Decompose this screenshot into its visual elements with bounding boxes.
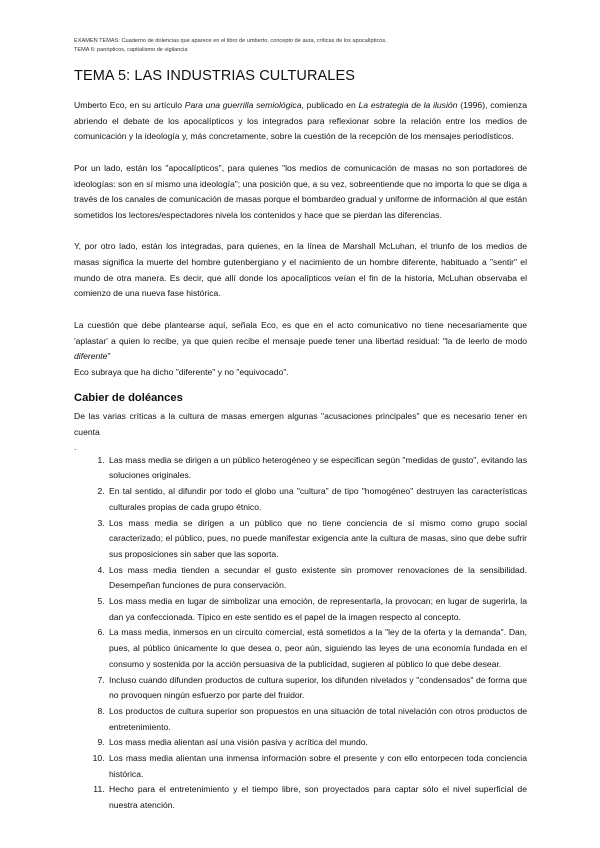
- book-title: La estrategia de la ilusión: [358, 100, 458, 110]
- list-item: 6. La mass media, inmersos en un circuito comercial, está sometidos a la "ley de la oferta y la demanda". Dan, pues, al público únicamente lo que desea o, peor aún, siguiendo las leyes de una economía fundada en el consumo y sostenida por la acción persuasiva de la publicidad, sugieren al público lo que debe desear.: [107, 625, 527, 672]
- text-run: ": [107, 351, 111, 362]
- text-run: , publicado en: [301, 100, 359, 110]
- intro-paragraph-3: Y, por otro lado, están los integradas, para quienes, en la línea de Marshall McLuhan, el triunfo de los medios de masas significa la muerte del hombre gutenbergiano y el nacimiento de un hombre diferente, habituado a "sentir" el mundo de otra manera. Es decir, que allí donde los apocalípticos veían el fin de la historia, McLuhan observaba el comienzo de una nueva fase histórica.: [74, 241, 527, 299]
- list-item: 11. Hecho para el entretenimiento y el tiempo libre, son proyectados para captar sólo el nivel superficial de nuestra atención.: [107, 782, 527, 813]
- header-line-2: TEMA 6: panópticos, capitalismo de vigilancia: [74, 47, 188, 53]
- document-body: [74, 98, 527, 814]
- list-item: 1. Las mass media se dirigen a un público heterogéneo y se especifican según "medidas de gusto", evitando las soluciones originales.: [107, 453, 527, 484]
- list-item: 5. Los mass media en lugar de simbolizar una emoción, de representarla, la provocan; en lugar de sugerirla, la dan ya confeccionada. Típico en este sentido es el papel de la imagen respecto al concepto.: [107, 594, 527, 625]
- list-item: 7. Incluso cuando difunden productos de cultura superior, los difunden nivelados y "condensados" de forma que no provoquen ningún esfuerzo por parte del fruidor.: [107, 673, 527, 704]
- text-run: (1996), comienza abriendo el debate de los apocalípticos y los integrados para reflexionar sobre la relación entre los medios de comunicación y la ideología y, más concretamente, sobre la cuestión de la recepción de los mensajes periodísticos.: [74, 100, 527, 142]
- list-item: 8. Los productos de cultura superior son propuestos en una situación de total nivelación con otros productos de entretenimiento.: [107, 704, 527, 735]
- list-item: 4. Los mass media tienden a secundar el gusto existente sin promover renovaciones de la sensibilidad. Desempeñan funciones de pura conservación.: [107, 563, 527, 594]
- intro-paragraph-1: [74, 98, 527, 145]
- list-item: 2. En tal sentido, al difundir por todo el globo una "cultura" de tipo "homogéneo" destruyen las características culturales propias de cada grupo étnico.: [107, 484, 527, 515]
- text-run: La cuestión que debe plantearse aquí, señala Eco, es que en el acto comunicativo no tiene necesariamente que 'aplastar' a quien lo recibe, ya que quien recibe el mensaje puede tener una libertad residual: "la de leerlo de modo: [74, 319, 527, 346]
- section-heading: Cabier de doléances: [74, 391, 183, 404]
- section-lead: De las varias críticas a la cultura de masas emergen algunas "acusaciones principales" que es necesario tener en cuenta: [74, 411, 527, 438]
- intro-paragraph-2: Por un lado, están los "apocalípticos", para quienes "los medios de comunicación de masas no son portadores de ideologías: son en sí mismo una ideología"; una posición que, a su vez, sobreentiende que no importa lo que se diga a través de los canales de comunicación de masas porque el bombardeo gradual y uniforme de información al que están sometidos los lectores/espectadores nivela los contenidos y hace que se pierdan las diferencias.: [74, 162, 527, 220]
- page-title: TEMA 5: LAS INDUSTRIAS CULTURALES: [74, 68, 356, 84]
- emphasis-word: diferente: [74, 351, 108, 362]
- intro-paragraph-4: [74, 318, 527, 365]
- intro-paragraph-5: Eco subraya que ha dicho "diferente" y no "equivocado".: [74, 366, 289, 377]
- header-line-1: EXAMEN TEMAS: Cuaderno de dolencias que aparece en el libro de umberto, concepto de aura, críticas de los apocalípticos.: [74, 38, 387, 44]
- stray-dot: .: [74, 441, 77, 452]
- text-run: Umberto Eco, en su artículo: [74, 100, 185, 110]
- page-header: [74, 37, 554, 55]
- list-item: 10. Los mass media alientan una inmensa información sobre el presente y con ello entorpecen toda conciencia histórica.: [107, 751, 527, 782]
- article-title: Para una guerrilla semiológica: [184, 100, 302, 110]
- accusations-list: [74, 453, 527, 814]
- list-item: 3. Los mass media se dirigen a un público que no tiene conciencia de sí mismo como grupo social caracterizado; el público, pues, no puede manifestar exigencia ante la cultura de masas, sino que debe sufrir sus proposiciones sin saber que las soporta.: [107, 516, 527, 563]
- list-item: 9. Los mass media alientan así una visión pasiva y acrítica del mundo.: [107, 735, 527, 751]
